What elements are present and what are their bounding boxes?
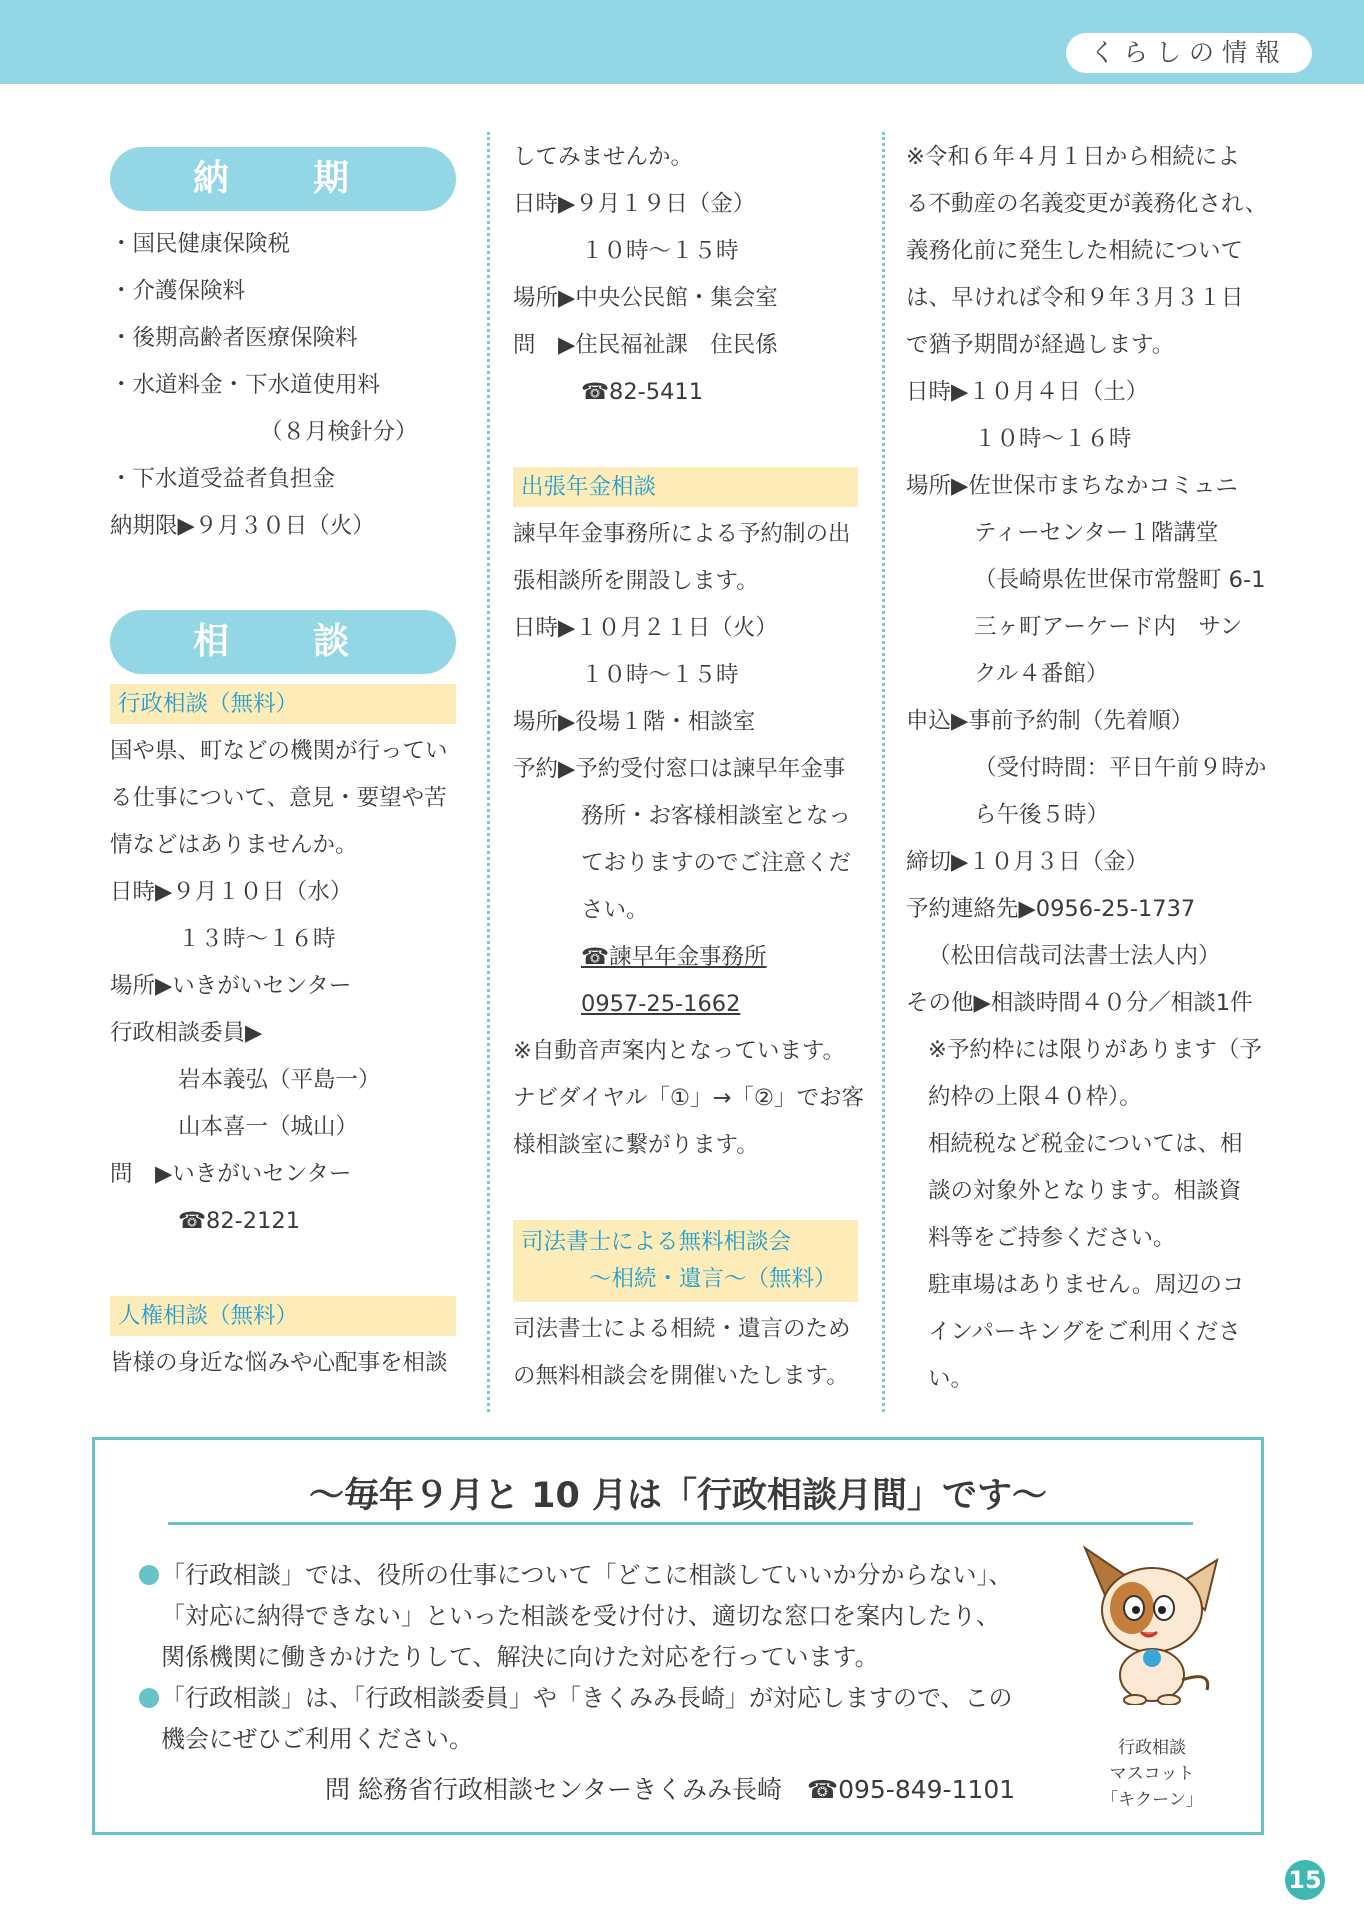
bullet-line: 「対応に納得できない」といった相談を受け付け、適切な窓口を案内したり、	[161, 1602, 1001, 1630]
mascot-dog-icon	[1077, 1540, 1227, 1705]
nenkin-office-phone: 0957-25-1662	[581, 991, 741, 1017]
noki-deadline: 納期限▶９月３０日（火）	[110, 513, 375, 539]
intro-line: で猶予期間が経過します。	[906, 332, 1175, 358]
shiho-body: 司法書士による相続・遺言のため	[513, 1316, 851, 1342]
apply-cont: ら午後５時）	[974, 802, 1110, 828]
place-cont: （長崎県佐世保市常盤町 6-1	[974, 567, 1266, 593]
noki-item: ・後期高齢者医療保険料	[110, 325, 358, 351]
bullet-line: 「行政相談」では、役所の仕事について「どこに相談していいか分からない」、	[161, 1561, 1013, 1589]
bullet-dot-icon	[139, 1688, 159, 1708]
place-cont: ティーセンター１階講堂	[974, 520, 1219, 546]
gyosei-body: る仕事について、意見・要望や苦	[110, 785, 447, 811]
noki-item: （８月検針分）	[260, 419, 418, 445]
column-1	[110, 134, 456, 1387]
gyosei-phone: ☎82-2121	[178, 1208, 301, 1234]
contact: 予約連絡先▶0956-25-1737	[906, 896, 1196, 922]
mascot-caption-line: 「キクーン」	[1101, 1790, 1203, 1810]
other-cont: 相続税など税金については、相	[928, 1131, 1243, 1157]
cont-inquiry: 問 ▶住民福祉課 住民係	[513, 332, 778, 358]
bullet-dot-icon	[139, 1565, 159, 1585]
bullet-item	[139, 1678, 1013, 1760]
noki-item: ・介護保険料	[110, 278, 246, 304]
noki-item: ・下水道受益者負担金	[110, 466, 336, 492]
shiho-body: の無料相談会を開催いたします。	[513, 1363, 849, 1389]
cont-phone: ☎82-5411	[581, 379, 704, 405]
cont-line: してみませんか。	[513, 144, 694, 170]
campaign-box	[92, 1437, 1264, 1835]
other-cont: 談の対象外となります。相談資	[928, 1178, 1242, 1204]
nenkin-date: 日時▶１０月２１日（火）	[513, 615, 778, 641]
bullet-line: 関係機関に働きかけたりして、解決に向けた対応を行っています。	[161, 1643, 879, 1671]
column-divider	[882, 132, 885, 1412]
nenkin-reserve-cont: 務所・お客様相談室となっ	[581, 803, 852, 829]
nenkin-note: 様相談室に繋がります。	[513, 1132, 759, 1158]
bullet-item	[139, 1555, 1013, 1678]
bullet-line: 「行政相談」は、「行政相談委員」や「きくみみ長崎」が対応しますので、この	[161, 1684, 1013, 1712]
cont-place: 場所▶中央公民館・集会室	[513, 285, 778, 311]
deadline: 締切▶１０月３日（金）	[906, 849, 1149, 875]
other: その他▶相談時間４０分／相談1件	[906, 990, 1253, 1016]
title-rule	[168, 1522, 1193, 1525]
gyosei-members-label: 行政相談委員▶	[110, 1020, 263, 1046]
campaign-title: ～毎年９月と 10 月は「行政相談月間」です～	[308, 1476, 1048, 1516]
other-cont: い。	[928, 1366, 974, 1392]
cont-date: 日時▶９月１９日（金）	[513, 191, 756, 217]
column-3	[906, 134, 1276, 1403]
place-cont: クル４番館）	[974, 661, 1109, 687]
apply-cont: （受付時間：平日午前９時か	[974, 755, 1267, 781]
gyosei-body: 情などはありませんか。	[110, 832, 358, 858]
place: 場所▶佐世保市まちなかコミュニ	[906, 473, 1238, 499]
nenkin-heading: 出張年金相談	[513, 467, 858, 507]
campaign-bullets	[139, 1555, 1013, 1760]
shiho-heading-line: 司法書士による無料相談会	[521, 1229, 792, 1255]
page-number: 15	[1285, 1860, 1325, 1900]
gyosei-body: 国や県、町などの機関が行ってい	[110, 738, 448, 764]
noki-item: ・水道料金・下水道使用料	[110, 372, 381, 398]
nenkin-office: ☎諫早年金事務所	[581, 944, 767, 970]
intro-line: る不動産の名義変更が義務化され、	[906, 191, 1268, 217]
noki-item: ・国民健康保険税	[110, 231, 291, 257]
jinken-body: 皆様の身近な悩みや心配事を相談	[110, 1350, 448, 1376]
place-cont: 三ヶ町アーケード内 サン	[974, 614, 1243, 640]
other-cont: 約枠の上限４０枠）。	[928, 1084, 1142, 1110]
mascot-caption-line: 行政相談	[1118, 1738, 1186, 1758]
gyosei-date: 日時▶９月１０日（水）	[110, 879, 353, 905]
shiho-heading-line: ～相続・遺言～（無料）	[589, 1266, 837, 1292]
sodan-title: 相 談	[110, 610, 456, 674]
nenkin-note: ナビダイヤル「①」→「②」でお客	[513, 1085, 865, 1111]
nenkin-reserve-cont: さい。	[581, 897, 649, 923]
bullet-line: 機会にぜひご利用ください。	[161, 1725, 473, 1753]
campaign-contact: 問 総務省行政相談センターきくみみ長崎 ☎095-849-1101	[325, 1775, 1016, 1804]
gyosei-inquiry: 問 ▶いきがいセンター	[110, 1161, 352, 1187]
nenkin-time: １０時～１５時	[581, 662, 739, 688]
intro-line: ※令和６年４月１日から相続によ	[906, 144, 1240, 170]
column-2	[513, 134, 865, 1400]
apply: 申込▶事前予約制（先着順）	[906, 708, 1194, 734]
gyosei-member: 岩本義弘（平島一）	[178, 1067, 381, 1093]
mascot-caption-line: マスコット	[1109, 1764, 1195, 1784]
column-divider	[487, 132, 490, 1412]
date: 日時▶１０月４日（土）	[906, 379, 1149, 405]
other-cont: ※予約枠には限りがあります（予	[928, 1037, 1262, 1063]
nenkin-body: 諫早年金事務所による予約制の出	[513, 521, 851, 547]
nenkin-note: ※自動音声案内となっています。	[513, 1038, 846, 1064]
nenkin-reserve-cont: ておりますのでご注意くだ	[581, 850, 852, 876]
shiho-heading	[513, 1220, 858, 1302]
section-tag: くらしの情報	[1066, 33, 1312, 73]
gyosei-time: １３時～１６時	[178, 926, 336, 952]
gyosei-heading: 行政相談（無料）	[110, 684, 456, 724]
noki-title: 納 期	[110, 147, 456, 211]
time: １０時～１６時	[974, 426, 1132, 452]
gyosei-place: 場所▶いきがいセンター	[110, 973, 352, 999]
other-cont: 料等をご持参ください。	[928, 1225, 1176, 1251]
intro-line: は、早ければ令和９年３月３１日	[906, 285, 1244, 311]
nenkin-reserve: 予約▶予約受付窓口は諫早年金事	[513, 756, 846, 782]
cont-time: １０時～１５時	[581, 238, 739, 264]
gyosei-member: 山本喜一（城山）	[178, 1114, 359, 1140]
intro-line: 義務化前に発生した相続について	[906, 238, 1244, 264]
other-cont: 駐車場はありません。周辺のコ	[928, 1272, 1245, 1298]
nenkin-place: 場所▶役場１階・相談室	[513, 709, 756, 735]
other-cont: インパーキングをご利用くださ	[928, 1319, 1241, 1345]
nenkin-body: 張相談所を開設します。	[513, 568, 759, 594]
contact-cont: （松田信哉司法書士法人内）	[928, 943, 1221, 969]
jinken-heading: 人権相談（無料）	[110, 1296, 456, 1336]
mascot-caption	[1087, 1735, 1217, 1813]
